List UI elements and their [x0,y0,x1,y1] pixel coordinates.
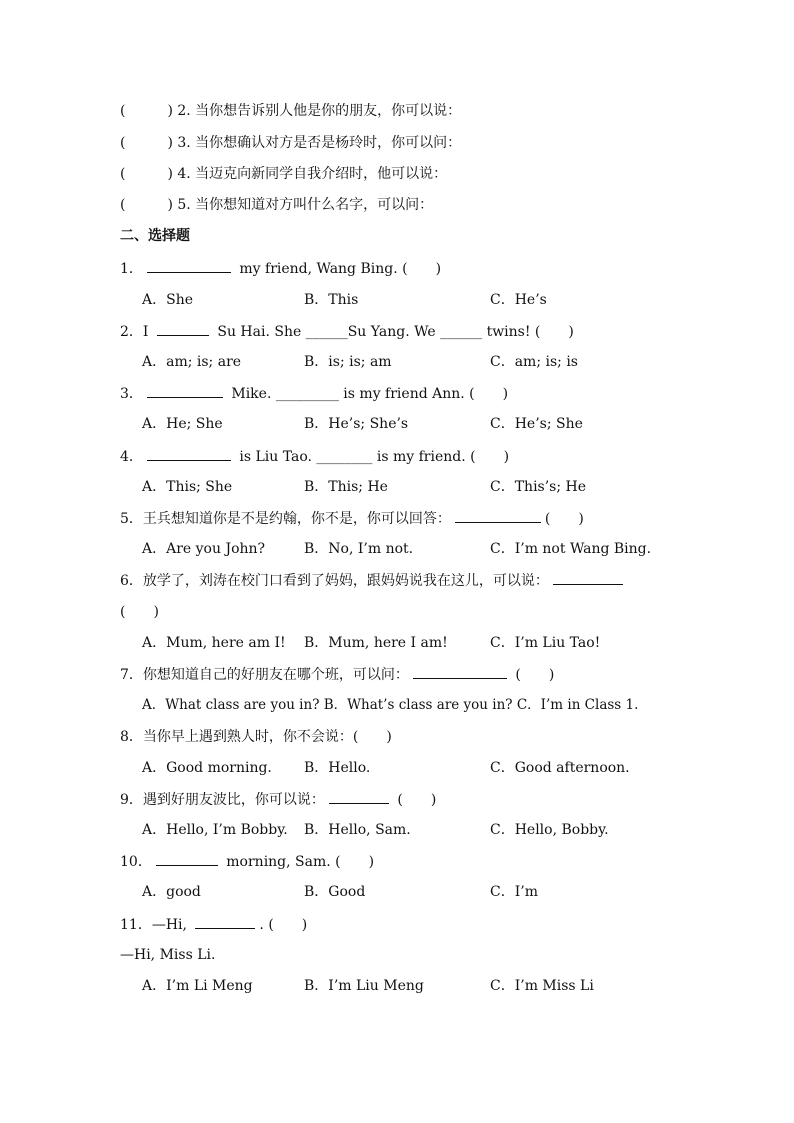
question-5 [120,508,584,529]
question-2 [120,321,574,342]
question-9 [120,789,436,810]
part1-item-3: ( ) 3. 当你想确认对方是否是杨玲时，你可以问： [120,135,462,151]
option-b[interactable]: B．I’m Liu Meng [304,978,424,994]
option-b[interactable]: B．No, I’m not. [304,541,414,557]
option-c[interactable]: C．I’m not Wang Bing. [490,541,652,557]
option-c[interactable]: C．Hello, Bobby. [490,822,609,838]
question-number: 9． [120,792,143,808]
answer-blank[interactable] [147,258,231,273]
question-4 [120,446,509,467]
option-c[interactable]: C．Good afternoon. [490,760,630,776]
option-c[interactable]: C．am; is; is [490,354,578,370]
question-text-pre: 王兵想知道你是不是约翰，你不是，你可以回答： [142,511,451,527]
question-10 [120,851,374,872]
question-6 [120,570,627,591]
question-text: Su Hai. She ______Su Yang. We ______ twins! ( ) [212,324,574,340]
question-text-pre: 遇到好朋友波比，你可以说： [142,792,325,808]
question-text-pre: 你想知道自己的好朋友在哪个班，可以问： [142,667,409,683]
answer-blank[interactable] [147,446,231,461]
part1-item-4: ( ) 4. 当迈克向新同学自我介绍时，他可以说： [120,166,448,182]
option-a[interactable]: A．This; She [142,479,233,495]
question-text-pre: I [142,324,153,340]
option-a[interactable]: A．Hello, I’m Bobby. [142,822,288,838]
question-text: my friend, Wang Bing. ( ) [234,261,442,277]
option-a[interactable]: A．He; She [142,416,223,432]
question-text: ( ) [392,792,437,808]
option-b[interactable]: B．Hello. [304,760,371,776]
question-number: 11． [120,917,152,933]
answer-blank[interactable] [553,570,623,585]
question-3 [120,383,508,404]
option-a[interactable]: A．Mum, here am I! [142,635,286,651]
option-c[interactable]: C．This’s; He [490,479,587,495]
option-b[interactable]: B．This [304,292,359,308]
question-text: Mike. _________ is my friend Ann. ( ) [226,386,509,402]
question-text-pre: 当你早上遇到熟人时，你不会说：( ) [142,729,392,745]
option-a[interactable]: A．am; is; are [142,354,242,370]
option-b[interactable]: B．Mum, here I am! [304,635,448,651]
question-number: 1． [120,261,143,277]
question-text: . ( ) [259,917,308,933]
option-b[interactable]: B．He’s; She’s [304,416,409,432]
option-a[interactable]: A．Are you John? [142,541,266,557]
option-c[interactable]: C．I’m Liu Tao! [490,635,601,651]
question-number: 2． [120,324,143,340]
answer-blank[interactable] [156,851,218,866]
question-text: is Liu Tao. ________ is my friend. ( ) [234,449,510,465]
part1-item-5: ( ) 5. 当你想知道对方叫什么名字，可以问： [120,197,434,213]
question-text: ( ) [544,511,584,527]
option-a[interactable]: A．She [142,292,194,308]
question-number: 10． [120,854,152,870]
question-text: morning, Sam. ( ) [221,854,375,870]
option-c[interactable]: C．He’s; She [490,416,583,432]
option-c[interactable]: C．I’m [490,884,538,900]
question-number: 6． [120,573,143,589]
question-number: 8． [120,729,143,745]
option-b[interactable]: B．Hello, Sam. [304,822,411,838]
answer-blank[interactable] [147,383,223,398]
question-6-continuation: ( ) [120,604,159,620]
option-b[interactable]: B．This; He [304,479,388,495]
answer-blank[interactable] [455,508,541,523]
question-11-reply: —Hi, Miss Li. [120,947,216,963]
option-b[interactable]: B．Good [304,884,366,900]
option-a[interactable]: A．good [142,884,201,900]
part1-item-2: ( ) 2. 当你想告诉别人他是你的朋友，你可以说： [120,103,462,119]
question-7 [120,664,554,685]
option-b[interactable]: B．is; is; am [304,354,392,370]
question-number: 3． [120,386,143,402]
option-a[interactable]: A．Good morning. [142,760,272,776]
question-number: 7． [120,667,143,683]
options-row[interactable]: A．What class are you in? B．What’s class are you in? C．I’m in Class 1. [142,697,639,713]
question-text: ( ) [510,667,555,683]
question-1 [120,258,441,279]
answer-blank[interactable] [157,321,209,336]
question-number: 5． [120,511,143,527]
option-c[interactable]: C．He’s [490,292,547,308]
question-number: 4． [120,449,143,465]
section-title: 二、选择题 [120,228,190,244]
question-text-pre: —Hi, [151,917,192,933]
answer-blank[interactable] [413,664,507,679]
option-c[interactable]: C．I’m Miss Li [490,978,594,994]
answer-blank[interactable] [195,914,255,929]
answer-blank[interactable] [329,789,389,804]
question-11 [120,914,307,935]
option-a[interactable]: A．I’m Li Meng [142,978,253,994]
question-text-pre: 放学了，刘涛在校门口看到了妈妈，跟妈妈说我在这儿，可以说： [142,573,549,589]
question-8 [120,727,392,747]
